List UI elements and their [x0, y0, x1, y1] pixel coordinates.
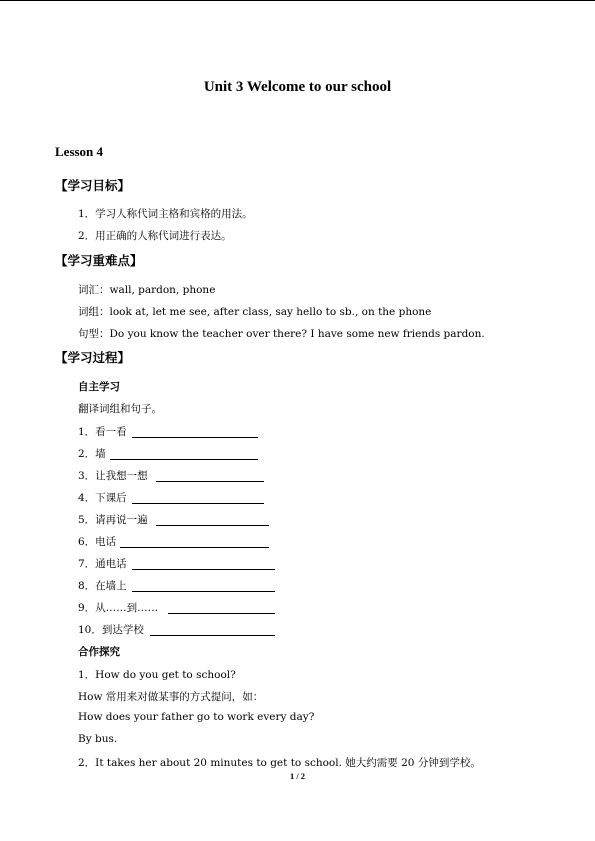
- answer-blank-10[interactable]: [150, 623, 275, 636]
- page-title: Unit 3 Welcome to our school: [203, 79, 392, 95]
- translation-prompt: 4．下课后: [78, 492, 127, 504]
- translation-item-6: [78, 534, 116, 549]
- section-heading-keypoints: 【学习重难点】: [55, 253, 143, 268]
- translation-prompt: 9．从……到……: [78, 602, 159, 614]
- cooperation-heading: 合作探究: [78, 646, 120, 658]
- answer-blank-3[interactable]: [156, 469, 264, 482]
- translation-item-7: [78, 556, 127, 571]
- objective-item: 2．用正确的人称代词进行表达。: [78, 230, 232, 242]
- translation-prompt: 3．让我想一想: [78, 470, 148, 482]
- translation-prompt: 2．墙: [78, 448, 106, 460]
- self-study-instruction: 翻译词组和句子。: [78, 403, 162, 415]
- answer-blank-4[interactable]: [132, 491, 264, 504]
- translation-prompt: 6．电话: [78, 536, 117, 548]
- translation-item-9: [78, 600, 158, 615]
- cooperation-line: By bus.: [78, 733, 118, 745]
- translation-item-8: [78, 578, 127, 593]
- translation-item-5: [78, 512, 148, 527]
- translation-prompt: 5．请再说一遍: [78, 514, 148, 526]
- keypoint-vocabulary: 词汇：wall, pardon, phone: [78, 284, 216, 296]
- translation-prompt: 7．通电话: [78, 558, 127, 570]
- answer-blank-2[interactable]: [110, 447, 258, 460]
- section-heading-objectives: 【学习目标】: [55, 178, 131, 193]
- page-number: 1 / 2: [289, 771, 306, 781]
- self-study-heading: 自主学习: [78, 381, 120, 393]
- cooperation-line: 2．It takes her about 20 minutes to get to school. 她大约需要 20 分钟到学校。: [78, 757, 481, 769]
- translation-item-1: [78, 424, 127, 439]
- translation-prompt: 10．到达学校: [78, 624, 144, 636]
- answer-blank-6[interactable]: [120, 535, 269, 548]
- answer-blank-7[interactable]: [132, 557, 275, 570]
- header-rule: [0, 0, 595, 1]
- translation-item-10: [78, 622, 144, 637]
- section-heading-process: 【学习过程】: [55, 350, 131, 365]
- translation-item-2: [78, 446, 106, 461]
- keypoint-sentences: 句型：Do you know the teacher over there? I have some new friends pardon.: [78, 328, 485, 340]
- cooperation-line: How 常用来对做某事的方式提问，如：: [78, 691, 264, 703]
- objective-item: 1．学习人称代词主格和宾格的用法。: [78, 208, 253, 220]
- keypoint-phrases: 词组：look at, let me see, after class, say hello to sb., on the phone: [78, 306, 432, 318]
- translation-item-4: [78, 490, 127, 505]
- answer-blank-5[interactable]: [156, 513, 269, 526]
- cooperation-line: 1．How do you get to school?: [78, 669, 236, 681]
- translation-prompt: 1．看一看: [78, 426, 127, 438]
- lesson-heading: Lesson 4: [55, 144, 104, 159]
- translation-prompt: 8．在墙上: [78, 580, 127, 592]
- answer-blank-9[interactable]: [168, 601, 275, 614]
- answer-blank-1[interactable]: [132, 425, 258, 438]
- translation-item-3: [78, 468, 148, 483]
- answer-blank-8[interactable]: [132, 579, 275, 592]
- cooperation-line: How does your father go to work every day?: [78, 711, 315, 723]
